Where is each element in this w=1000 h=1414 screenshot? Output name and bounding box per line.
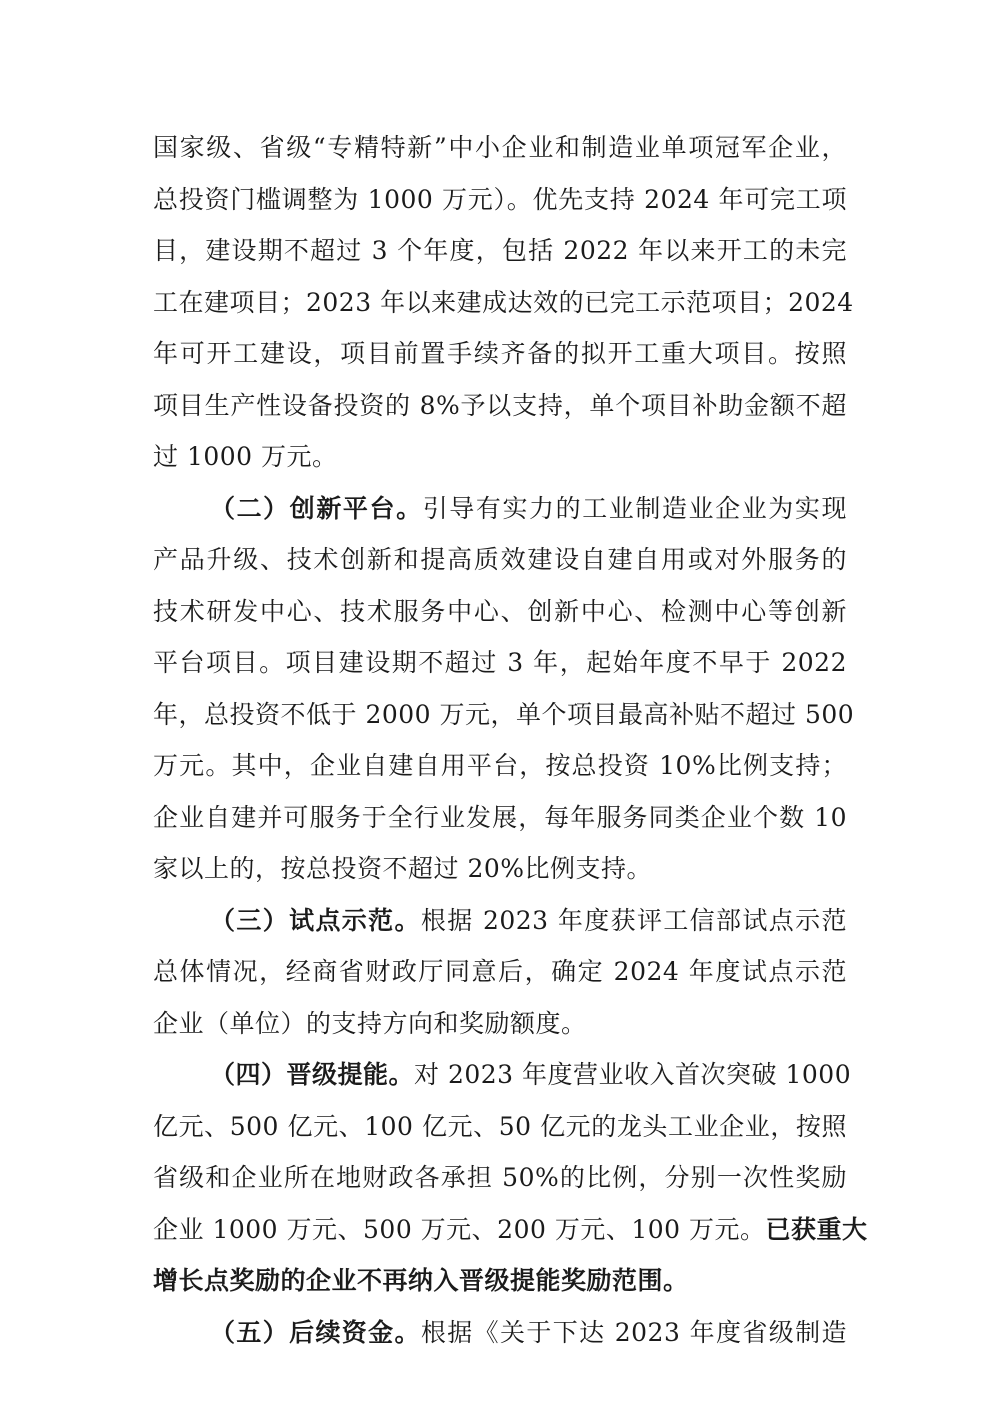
section-heading: （二）创新平台。	[210, 494, 423, 523]
bold-text: 已获重大	[765, 1215, 868, 1244]
plain-text: 企业 1000 万元、500 万元、200 万元、100 万元。	[153, 1215, 766, 1244]
section-text: 引导有实力的工业制造业企业为实现	[422, 494, 847, 523]
text-line: 企业（单位）的支持方向和奖励额度。	[153, 1009, 587, 1038]
text-line: 企业自建并可服务于全行业发展，每年服务同类企业个数 10	[153, 803, 847, 832]
text-line: 平台项目。项目建设期不超过 3 年，起始年度不早于 2022	[153, 648, 847, 677]
section-text: 根据 2023 年度获评工信部试点示范	[420, 906, 847, 935]
text-line: 年，总投资不低于 2000 万元，单个项目最高补贴不超过 500	[153, 700, 855, 729]
text-line: 国家级、省级“专精特新”中小企业和制造业单项冠军企业，	[153, 133, 847, 162]
text-line: 总投资门槛调整为 1000 万元）。优先支持 2024 年可完工项	[153, 185, 847, 214]
text-line: 产品升级、技术创新和提高质效建设自建自用或对外服务的	[153, 545, 847, 574]
section-text: 对 2023 年度营业收入首次突破 1000	[414, 1060, 852, 1089]
text-line: 亿元、500 亿元、100 亿元、50 亿元的龙头工业企业，按照	[153, 1112, 847, 1141]
section-first-line	[210, 901, 847, 941]
text-line: 年可开工建设，项目前置手续齐备的拟开工重大项目。按照	[153, 339, 847, 368]
section-heading: （五）后续资金。	[210, 1318, 421, 1347]
section-first-line	[210, 489, 847, 529]
text-line: 目，建设期不超过 3 个年度，包括 2022 年以来开工的未完	[153, 236, 847, 265]
section-heading: （四）晋级提能。	[210, 1060, 415, 1089]
text-line: 家以上的，按总投资不超过 20%比例支持。	[153, 854, 653, 883]
section-text: 根据《关于下达 2023 年度省级制造	[420, 1318, 847, 1347]
text-line: 技术研发中心、技术服务中心、创新中心、检测中心等创新	[153, 597, 847, 626]
text-line: 万元。其中，企业自建自用平台，按总投资 10%比例支持；	[153, 751, 847, 780]
text-line: 省级和企业所在地财政各承担 50%的比例，分别一次性奖励	[153, 1163, 847, 1192]
mixed-line	[153, 1210, 868, 1250]
bold-line: 增长点奖励的企业不再纳入晋级提能奖励范围。	[153, 1266, 689, 1295]
section-heading: （三）试点示范。	[210, 906, 421, 935]
text-line: 过 1000 万元。	[153, 442, 338, 471]
section-first-line	[210, 1055, 852, 1095]
text-line: 工在建项目；2023 年以来建成达效的已完工示范项目；2024	[153, 288, 854, 317]
section-first-line	[210, 1313, 847, 1353]
text-line: 总体情况，经商省财政厅同意后，确定 2024 年度试点示范	[153, 957, 847, 986]
text-line: 项目生产性设备投资的 8%予以支持，单个项目补助金额不超	[153, 391, 847, 420]
